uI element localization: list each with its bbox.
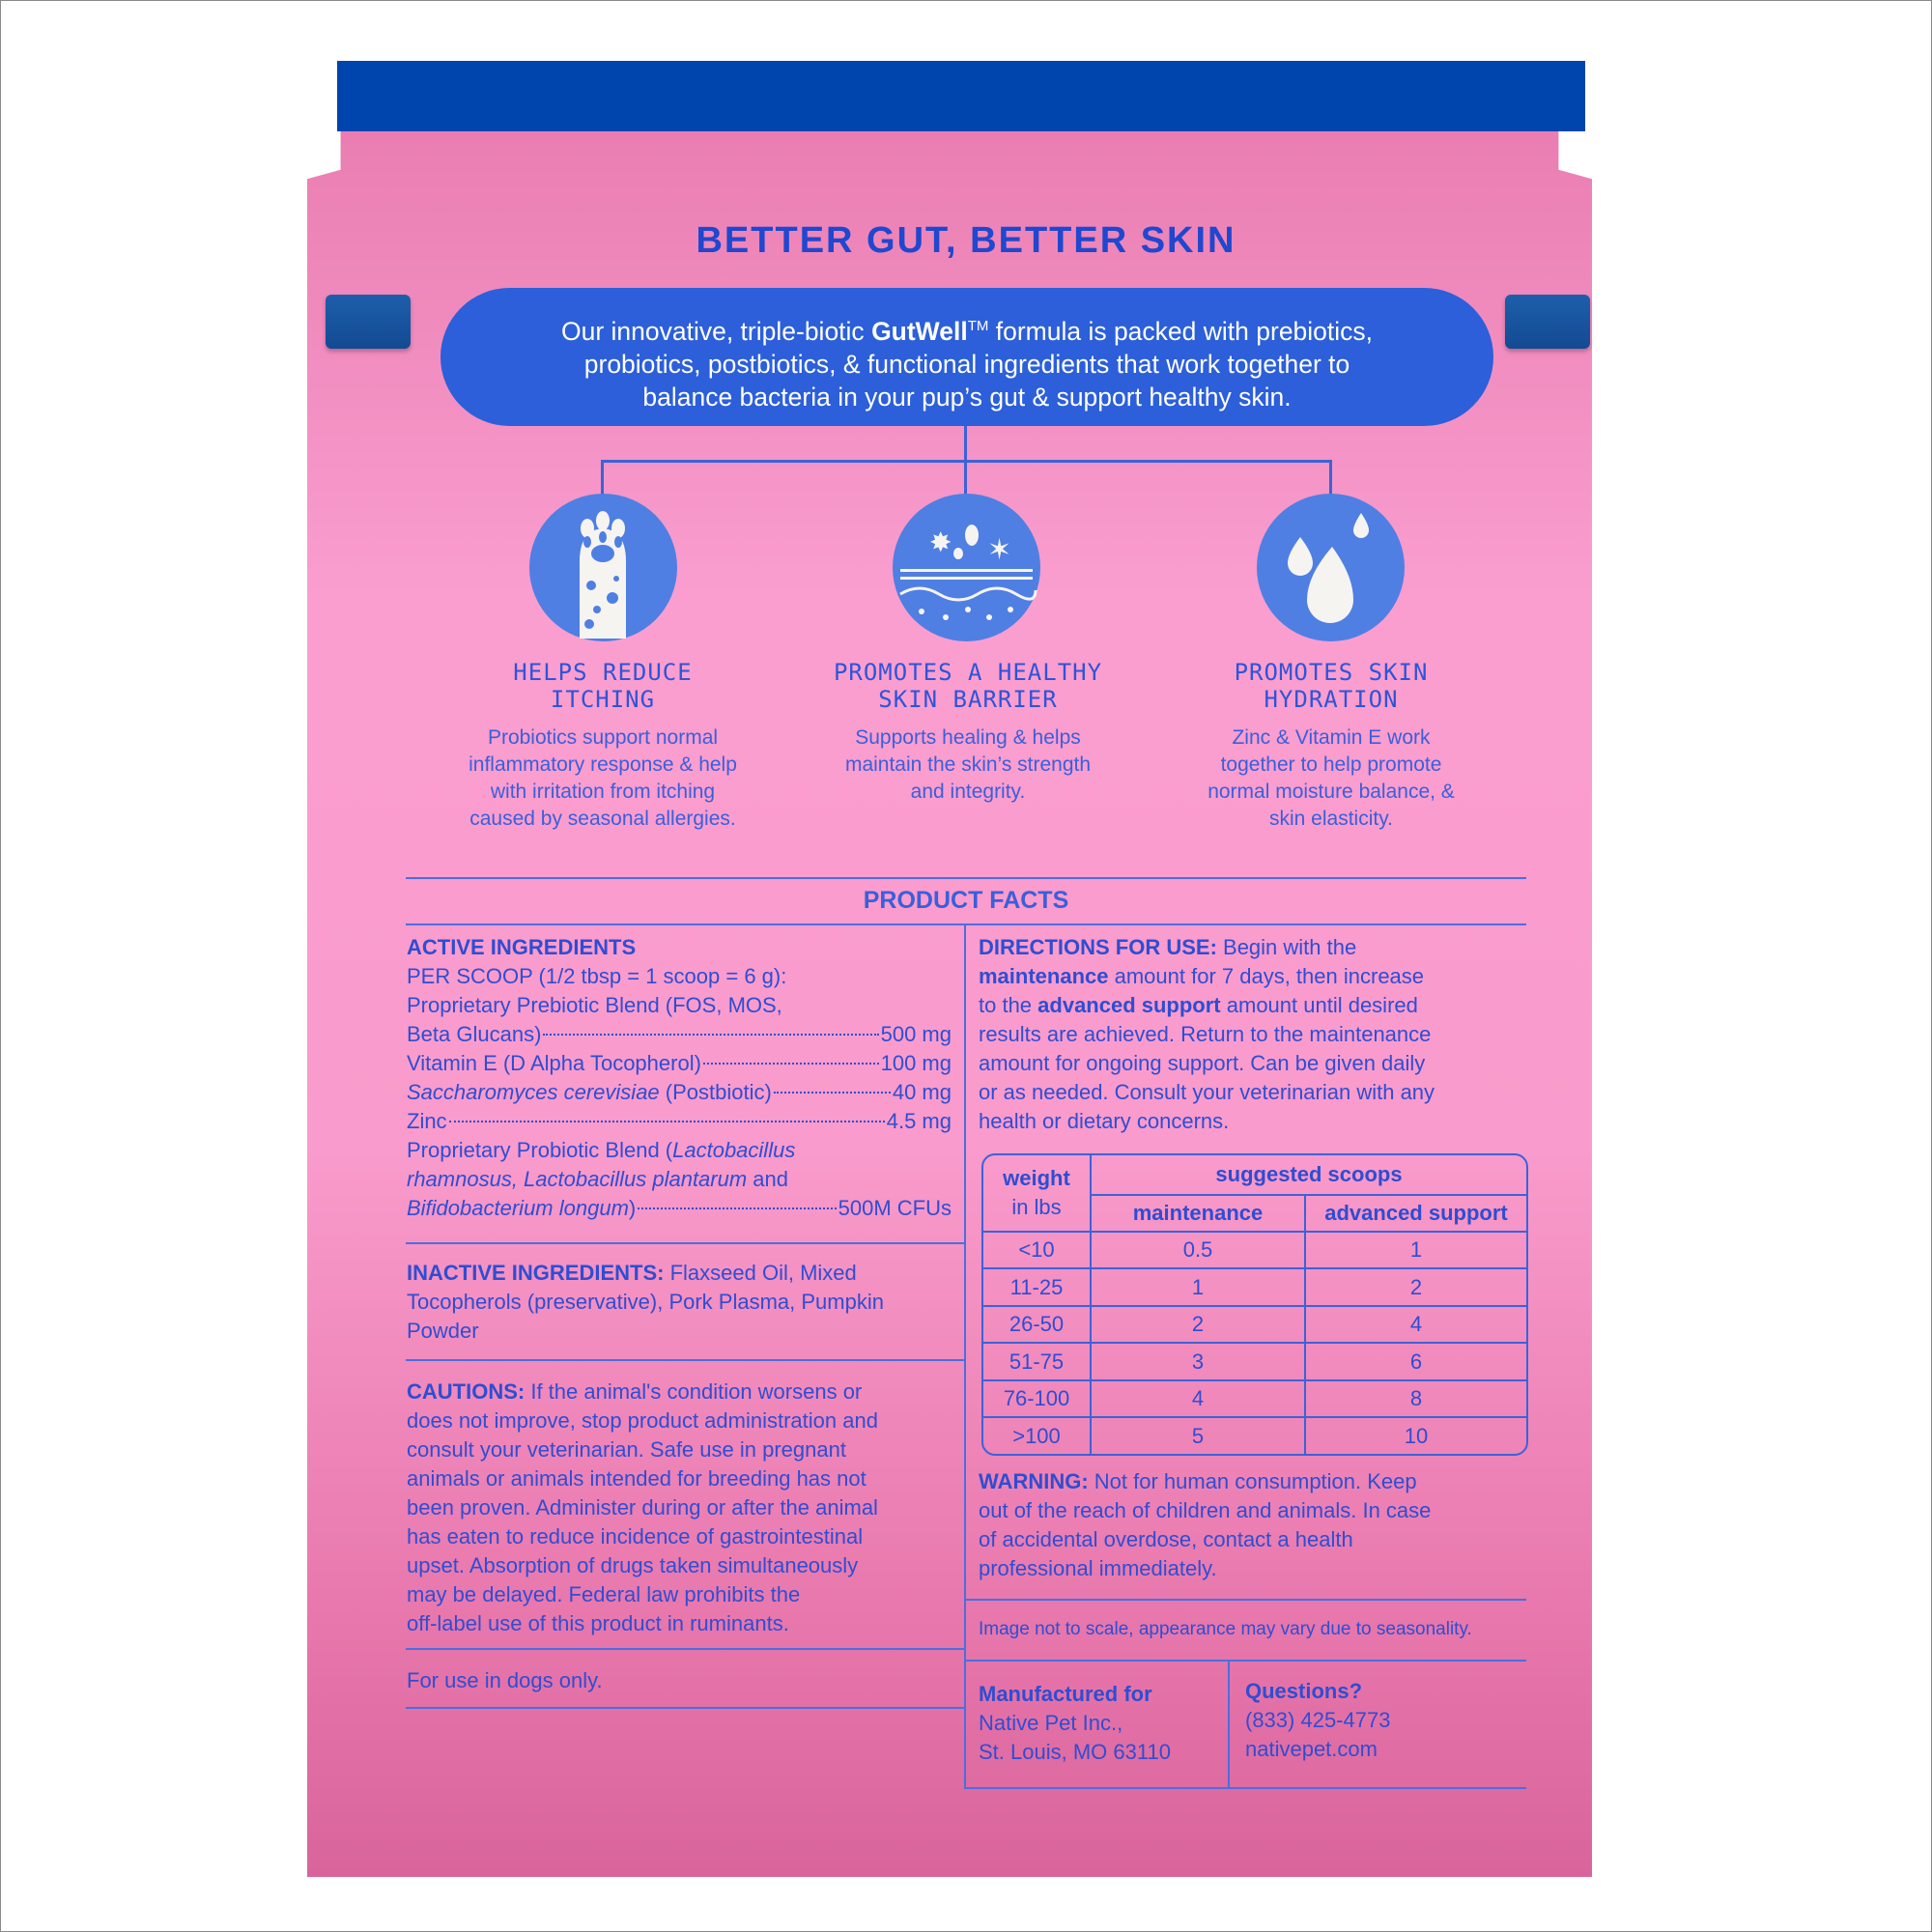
directions-for-use: DIRECTIONS FOR USE: Begin with the maintenance amount for 7 days, then increase to the advanced support amount until desired results are achieved. Return to the maintenance amount for ongoing support. Can be given daily or as needed. Consult your veterinarian with any health or dietary concerns. xyxy=(979,935,1435,1133)
table-row: <10 0.5 1 xyxy=(983,1232,1526,1268)
questions: Questions? (833) 425-4773 nativepet.com xyxy=(1245,1677,1525,1764)
probiotic-line-2: rhamnosus, Lactobacillus plantarum and xyxy=(407,1167,789,1191)
inactive-rule xyxy=(406,1359,964,1361)
facts-header-rule xyxy=(406,923,1526,925)
connector-right xyxy=(1329,460,1332,496)
connector-left xyxy=(601,460,604,496)
top-seal-band xyxy=(337,61,1585,131)
phone-link[interactable]: (833) 425-4773 xyxy=(1245,1708,1391,1732)
probiotic-line-1: Proprietary Probiotic Blend (Lactobacillus xyxy=(407,1138,796,1162)
paw-icon xyxy=(529,494,677,641)
advanced-support-header: advanced support xyxy=(1305,1195,1526,1232)
active-ingredients xyxy=(407,933,952,1223)
dosage-table xyxy=(981,1153,1528,1456)
product-facts-heading: PRODUCT FACTS xyxy=(863,887,1069,914)
cautions-rule xyxy=(406,1648,964,1650)
maintenance-header: maintenance xyxy=(1091,1195,1305,1232)
contact-bottom-rule xyxy=(964,1787,1526,1789)
dogs-only: For use in dogs only. xyxy=(407,1668,603,1692)
feature-title-hydration: PROMOTES SKIN HYDRATION xyxy=(1234,659,1429,713)
active-rule xyxy=(406,1242,964,1244)
saccharomyces-row: Saccharomyces cerevisiae (Postbiotic) 40 mg xyxy=(407,1080,952,1104)
cautions: CAUTIONS: If the animal's condition worsens or does not improve, stop product administration and consult your veterinarian. Safe use in pregnant animals or animals intended for breeding has not been proven. Administer during or after the animal has eaten to reduce incidence of gastrointestinal upset. Absorption of drugs taken simultaneously may be delayed. Federal law prohibits the off-label use of this product in ruminants. xyxy=(407,1379,878,1635)
table-row: >100 5 10 xyxy=(983,1417,1526,1454)
vitamin-e-row: Vitamin E (D Alpha Tocopherol) 100 mg xyxy=(407,1051,952,1075)
prebiotic-line: Proprietary Prebiotic Blend (FOS, MOS, xyxy=(407,993,782,1017)
water-drops-icon xyxy=(1257,494,1405,641)
probiotic-amount-row: Bifidobacterium longum) 500M CFUs xyxy=(407,1196,952,1220)
svg-text:✸: ✸ xyxy=(929,526,952,558)
intro-line-2: probiotics, postbiotics, & functional ingredients that work together to xyxy=(583,349,1350,379)
disclaimer: Image not to scale, appearance may vary due to seasonality. xyxy=(979,1619,1472,1639)
intro-line-3: balance bacteria in your pup’s gut & support healthy skin. xyxy=(642,382,1292,412)
disclaimer-rule xyxy=(964,1660,1526,1662)
feature-text-barrier: Supports healing & helps maintain the skin’s strength and integrity. xyxy=(844,726,1092,803)
bag-clip-left xyxy=(326,295,411,349)
inactive-ingredients: INACTIVE INGREDIENTS: Flaxseed Oil, Mixed Tocopherols (preservative), Pork Plasma, Pumpkin Powder xyxy=(407,1261,884,1343)
table-row: 76-100 4 8 xyxy=(983,1380,1526,1417)
table-row: 11-25 1 2 xyxy=(983,1268,1526,1305)
dogs-only-rule xyxy=(406,1707,964,1709)
manufacturer: Manufactured for Native Pet Inc., St. Louis, MO 63110 xyxy=(979,1682,1171,1764)
warning-rule xyxy=(964,1599,1526,1601)
prebiotic-amount-row: Beta Glucans) 500 mg xyxy=(407,1022,952,1046)
svg-text:✶: ✶ xyxy=(987,533,1012,567)
feature-text-itching: Probiotics support normal inflammatory response & help with irritation from itching caused by seasonal allergies. xyxy=(469,726,737,830)
contact-divider xyxy=(1228,1660,1230,1789)
feature-text-hydration: Zinc & Vitamin E work together to help promote normal moisture balance, & skin elasticity. xyxy=(1208,726,1455,830)
skin-barrier-icon xyxy=(893,494,1040,641)
table-row: 51-75 3 6 xyxy=(983,1343,1526,1379)
headline: BETTER GUT, BETTER SKIN xyxy=(696,220,1236,261)
table-row: 26-50 2 4 xyxy=(983,1306,1526,1343)
intro-pill xyxy=(440,288,1493,426)
website-link[interactable]: nativepet.com xyxy=(1245,1737,1378,1761)
intro-line-1: Our innovative, triple-biotic GutWell™ formula is packed with prebiotics, xyxy=(560,316,1374,346)
zinc-row: Zinc 4.5 mg xyxy=(407,1109,952,1133)
per-scoop: PER SCOOP (1/2 tbsp = 1 scoop = 6 g): xyxy=(407,964,787,988)
suggested-scoops-header: suggested scoops xyxy=(1091,1155,1526,1195)
weight-header: weight in lbs xyxy=(983,1155,1091,1232)
active-heading: ACTIVE INGREDIENTS xyxy=(407,935,637,959)
bag-clip-right xyxy=(1505,295,1590,349)
facts-top-rule xyxy=(406,877,1526,879)
warning: WARNING: Not for human consumption. Keep out of the reach of children and animals. In case of accidental overdose, contact a health professional immediately. xyxy=(979,1469,1432,1580)
connector-horizontal xyxy=(601,460,1332,463)
feature-title-itching: HELPS REDUCE ITCHING xyxy=(513,659,693,713)
feature-title-barrier: PROMOTES A HEALTHY SKIN BARRIER xyxy=(833,659,1103,713)
